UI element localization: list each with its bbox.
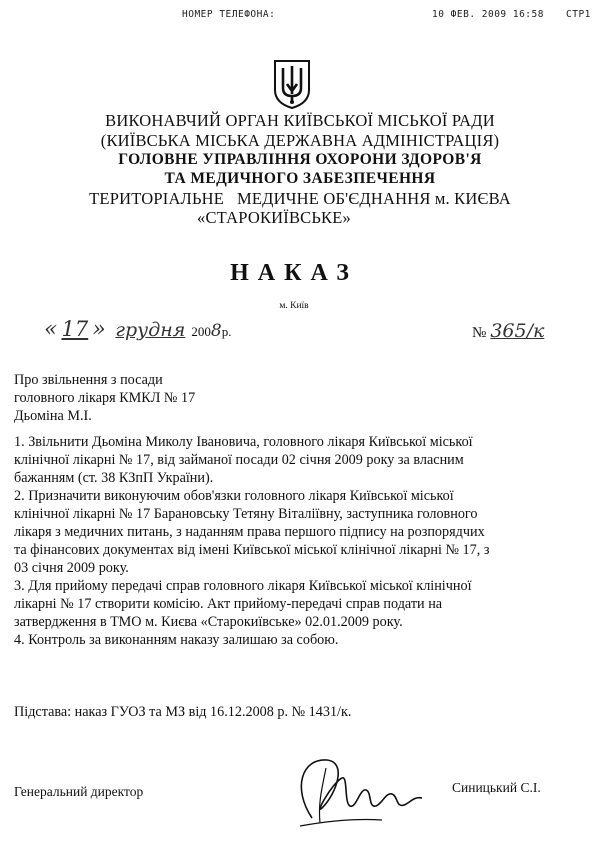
fax-page: СТР1 (566, 9, 591, 20)
basis-line: Підстава: наказ ГУОЗ та МЗ від 16.12.2008 р. № 1431/к. (14, 704, 352, 720)
date-day: 17 (61, 317, 89, 341)
issuer-line-4: ТА МЕДИЧНОГО ЗАБЕЗПЕЧЕННЯ (164, 170, 436, 187)
fax-phone-label: НОМЕР ТЕЛЕФОНА: (182, 9, 276, 20)
city-label: м. Київ (279, 301, 309, 311)
subject-line-3: Дьоміна М.І. (14, 408, 92, 424)
signatory-title: Генеральний директор (14, 784, 144, 799)
subject-line-1: Про звільнення з посади (14, 372, 163, 388)
signatory-name: Синицький С.І. (452, 780, 541, 795)
item-2-line-5: 03 січня 2009 року. (14, 560, 129, 576)
item-3-line-2: лікарні № 17 створити комісію. Акт прийому-передачі справ подати на (14, 596, 443, 612)
item-2-line-1: 2. Призначити виконуючим обов'язки головного лікаря Київської міської (14, 488, 454, 504)
subject-line-2: головного лікаря КМКЛ № 17 (14, 390, 196, 406)
item-4-line-1: 4. Контроль за виконанням наказу залишаю за собою. (14, 632, 339, 648)
issuer-line-1: ВИКОНАВЧИЙ ОРГАН КИЇВСЬКОЇ МІСЬКОЇ РАДИ (105, 111, 495, 130)
item-3-line-1: 3. Для прийому передачі справ головного лікаря Київської міської клінічної (14, 578, 472, 594)
item-2-line-3: лікаря з медичних питань, з наданням права першого підпису на розпорядчих (14, 524, 485, 540)
item-2-line-2: клінічної лікарні № 17 Барановську Тетяну Віталіївну, заступника головного (14, 506, 478, 522)
item-1-line-2: клінічної лікарні № 17, від займаної посади 02 січня 2009 року за власним (14, 452, 464, 468)
coat-of-arms-trident-icon (272, 58, 312, 110)
item-3-line-3: затвердження в ТМО м. Києва «Старокиївське» 02.01.2009 року. (14, 614, 403, 630)
issuer-line-5: ТЕРИТОРІАЛЬНЕ МЕДИЧНЕ ОБ'ЄДНАННЯ м. КИЄВА (89, 189, 511, 208)
issuer-line-6: «СТАРОКИЇВСЬКЕ» (197, 208, 351, 227)
order-number-value: 365/к (490, 320, 545, 342)
order-number: № 365/к (472, 320, 545, 342)
item-1-line-3: бажанням (ст. 38 КЗпП України). (14, 470, 214, 486)
item-2-line-4: та фінансових документах від імені Київської міської клінічної лікарні № 17, з (14, 542, 490, 558)
order-date: « 17 » грудня 2008р. (44, 317, 232, 342)
date-month: грудня (115, 319, 186, 341)
item-1-line-1: 1. Звільнити Дьоміна Миколу Івановича, головного лікаря Київської міської (14, 434, 473, 450)
issuer-line-3: ГОЛОВНЕ УПРАВЛІННЯ ОХОРОНИ ЗДОРОВ'Я (118, 151, 482, 168)
issuer-line-2: (КИЇВСЬКА МІСЬКА ДЕРЖАВНА АДМІНІСТРАЦІЯ) (100, 131, 500, 150)
document-title: НАКАЗ (230, 260, 358, 286)
fax-date-time: 10 ФЕВ. 2009 16:58 (432, 9, 544, 20)
handwritten-signature-icon (282, 748, 432, 833)
